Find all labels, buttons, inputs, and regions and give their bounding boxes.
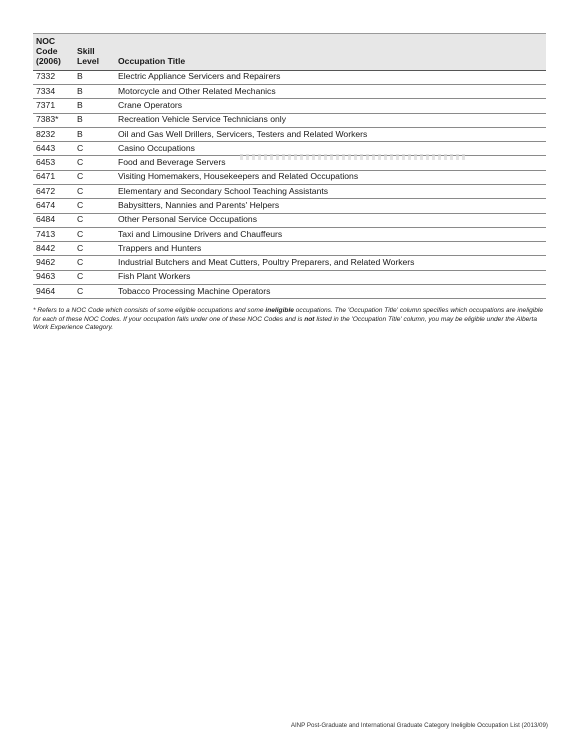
occupation-title-cell: Casino Occupations [115, 142, 546, 156]
skill-level-cell: C [74, 285, 115, 299]
noc-code-cell: 6443 [33, 142, 74, 156]
noc-code-cell: 6474 [33, 199, 74, 213]
table-row [33, 113, 546, 127]
noc-code-cell: 7332 [33, 70, 74, 84]
noc-code-cell: 6472 [33, 185, 74, 199]
footnote: * Refers to a NOC Code which consists of some eligible occupations and some ineligible occupations. The 'Occupation Title' column specifies which occupations are ineligible for each of these NOC Codes. If your occupation falls under one of these NOC Codes and is not listed in the 'Occupation Title' column, you may be eligible under the Alberta Work Experience Category. [33, 307, 544, 332]
occupation-title-cell: Other Personal Service Occupations [115, 213, 546, 227]
noc-code-cell: 7334 [33, 84, 74, 98]
table-row [33, 227, 546, 241]
header-occupation-title: Occupation Title [115, 34, 546, 71]
skill-level-cell: B [74, 99, 115, 113]
table-row [33, 84, 546, 98]
table-row [33, 270, 546, 284]
table-row [33, 199, 546, 213]
table-row [33, 213, 546, 227]
table-row [33, 70, 546, 84]
occupation-title-cell: Visiting Homemakers, Housekeepers and Related Occupations [115, 170, 546, 184]
occupation-title-cell: Oil and Gas Well Drillers, Servicers, Testers and Related Workers [115, 127, 546, 141]
skill-level-cell: B [74, 127, 115, 141]
skill-level-cell: C [74, 270, 115, 284]
skill-level-cell: C [74, 185, 115, 199]
noc-code-cell: 7383* [33, 113, 74, 127]
table-row [33, 242, 546, 256]
occupation-title-cell: Motorcycle and Other Related Mechanics [115, 84, 546, 98]
skill-level-cell: B [74, 70, 115, 84]
occupation-title-cell: Crane Operators [115, 99, 546, 113]
table-header-row [33, 34, 546, 71]
skill-level-cell: C [74, 227, 115, 241]
table-body [33, 70, 546, 299]
noc-code-cell: 6471 [33, 170, 74, 184]
occupation-title-cell: Food and Beverage Servers [115, 156, 546, 170]
skill-level-cell: C [74, 256, 115, 270]
table-row [33, 170, 546, 184]
header-skill-level: Skill Level [74, 34, 115, 71]
noc-code-cell: 7413 [33, 227, 74, 241]
noc-code-cell: 6484 [33, 213, 74, 227]
occupation-title-cell: Babysitters, Nannies and Parents' Helpers [115, 199, 546, 213]
occupation-title-cell: Industrial Butchers and Meat Cutters, Poultry Preparers, and Related Workers [115, 256, 546, 270]
noc-code-cell: 8442 [33, 242, 74, 256]
occupation-title-cell: Taxi and Limousine Drivers and Chauffeurs [115, 227, 546, 241]
occupation-title-cell: Elementary and Secondary School Teaching Assistants [115, 185, 546, 199]
noc-code-cell: 7371 [33, 99, 74, 113]
skill-level-cell: C [74, 156, 115, 170]
table-row [33, 185, 546, 199]
table-row [33, 285, 546, 299]
table-row [33, 256, 546, 270]
noc-code-cell: 8232 [33, 127, 74, 141]
ineligible-occupation-table [33, 33, 546, 299]
noc-code-cell: 6453 [33, 156, 74, 170]
skill-level-cell: B [74, 113, 115, 127]
skill-level-cell: C [74, 199, 115, 213]
occupation-title-cell: Fish Plant Workers [115, 270, 546, 284]
watermark-strip [240, 154, 465, 160]
skill-level-cell: C [74, 213, 115, 227]
skill-level-cell: C [74, 142, 115, 156]
noc-code-cell: 9463 [33, 270, 74, 284]
noc-code-cell: 9462 [33, 256, 74, 270]
occupation-title-cell: Trappers and Hunters [115, 242, 546, 256]
table-row [33, 99, 546, 113]
page-footer: AINP Post-Graduate and International Graduate Category Ineligible Occupation List (2013/09) [290, 722, 548, 729]
occupation-title-cell: Recreation Vehicle Service Technicians only [115, 113, 546, 127]
noc-code-cell: 9464 [33, 285, 74, 299]
table-row [33, 127, 546, 141]
occupation-title-cell: Electric Appliance Servicers and Repairers [115, 70, 546, 84]
occupation-title-cell: Tobacco Processing Machine Operators [115, 285, 546, 299]
skill-level-cell: B [74, 84, 115, 98]
skill-level-cell: C [74, 170, 115, 184]
skill-level-cell: C [74, 242, 115, 256]
header-noc-code: NOC Code (2006) [33, 34, 74, 71]
